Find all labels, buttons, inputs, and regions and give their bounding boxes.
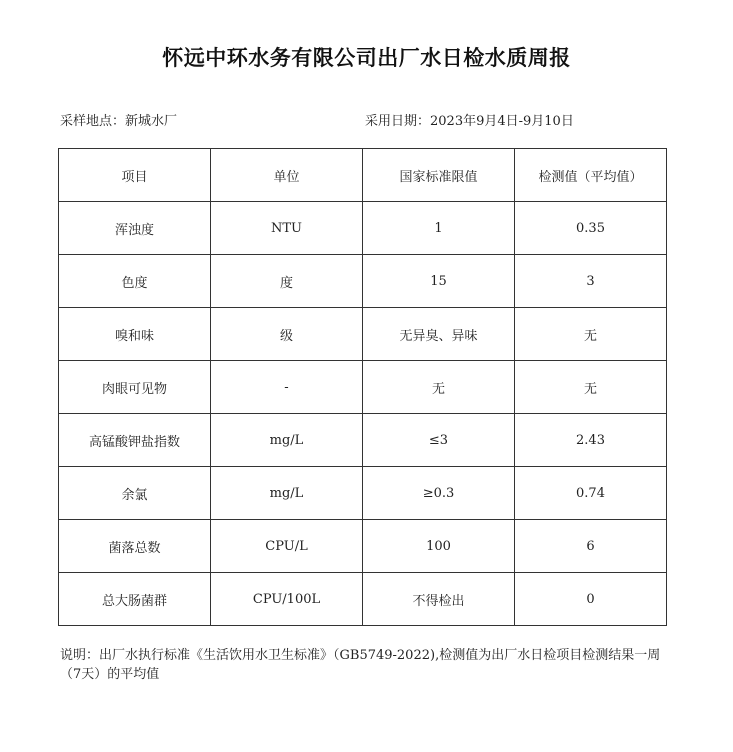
cell-limit: ≥0.3 bbox=[363, 467, 515, 520]
table-row bbox=[59, 202, 667, 255]
table-row bbox=[59, 414, 667, 467]
cell-unit: CPU/L bbox=[211, 520, 363, 573]
cell-value: 无 bbox=[515, 361, 667, 414]
table-row bbox=[59, 467, 667, 520]
cell-value: 6 bbox=[515, 520, 667, 573]
sampling-site: 采样地点：新城水厂 bbox=[60, 114, 178, 129]
table-header-row bbox=[59, 149, 667, 202]
cell-value: 无 bbox=[515, 308, 667, 361]
cell-limit: ≤3 bbox=[363, 414, 515, 467]
header-measured-value: 检测值（平均值） bbox=[515, 149, 667, 202]
cell-item: 菌落总数 bbox=[59, 520, 211, 573]
table-row bbox=[59, 520, 667, 573]
cell-value: 2.43 bbox=[515, 414, 667, 467]
report-title: 怀远中环水务有限公司出厂水日检水质周报 bbox=[162, 46, 571, 70]
cell-unit: 度 bbox=[211, 255, 363, 308]
cell-limit: 无 bbox=[363, 361, 515, 414]
header-item: 项目 bbox=[59, 149, 211, 202]
table-row bbox=[59, 361, 667, 414]
cell-limit: 1 bbox=[363, 202, 515, 255]
cell-limit: 15 bbox=[363, 255, 515, 308]
cell-unit: CPU/100L bbox=[211, 573, 363, 626]
header-standard-limit: 国家标准限值 bbox=[363, 149, 515, 202]
cell-item: 余氯 bbox=[59, 467, 211, 520]
cell-item: 色度 bbox=[59, 255, 211, 308]
sampling-date: 采用日期：2023年9月4日-9月10日 bbox=[365, 114, 574, 129]
cell-limit: 100 bbox=[363, 520, 515, 573]
cell-unit: 级 bbox=[211, 308, 363, 361]
cell-unit: NTU bbox=[211, 202, 363, 255]
cell-value: 3 bbox=[515, 255, 667, 308]
cell-item: 浑浊度 bbox=[59, 202, 211, 255]
cell-item: 总大肠菌群 bbox=[59, 573, 211, 626]
cell-unit: mg/L bbox=[211, 467, 363, 520]
table-row bbox=[59, 255, 667, 308]
cell-limit: 不得检出 bbox=[363, 573, 515, 626]
cell-value: 0.74 bbox=[515, 467, 667, 520]
header-unit: 单位 bbox=[211, 149, 363, 202]
cell-unit: - bbox=[211, 361, 363, 414]
cell-value: 0 bbox=[515, 573, 667, 626]
cell-item: 嗅和味 bbox=[59, 308, 211, 361]
cell-item: 肉眼可见物 bbox=[59, 361, 211, 414]
water-quality-table bbox=[58, 148, 667, 626]
cell-unit: mg/L bbox=[211, 414, 363, 467]
cell-limit: 无异臭、异味 bbox=[363, 308, 515, 361]
footnote: 说明：出厂水执行标准《生活饮用水卫生标准》（GB5749-2022),检测值为出厂水日检项目检测结果一周（7天）的平均值 bbox=[60, 648, 661, 682]
cell-value: 0.35 bbox=[515, 202, 667, 255]
cell-item: 高锰酸钾盐指数 bbox=[59, 414, 211, 467]
table-row bbox=[59, 573, 667, 626]
table-row bbox=[59, 308, 667, 361]
